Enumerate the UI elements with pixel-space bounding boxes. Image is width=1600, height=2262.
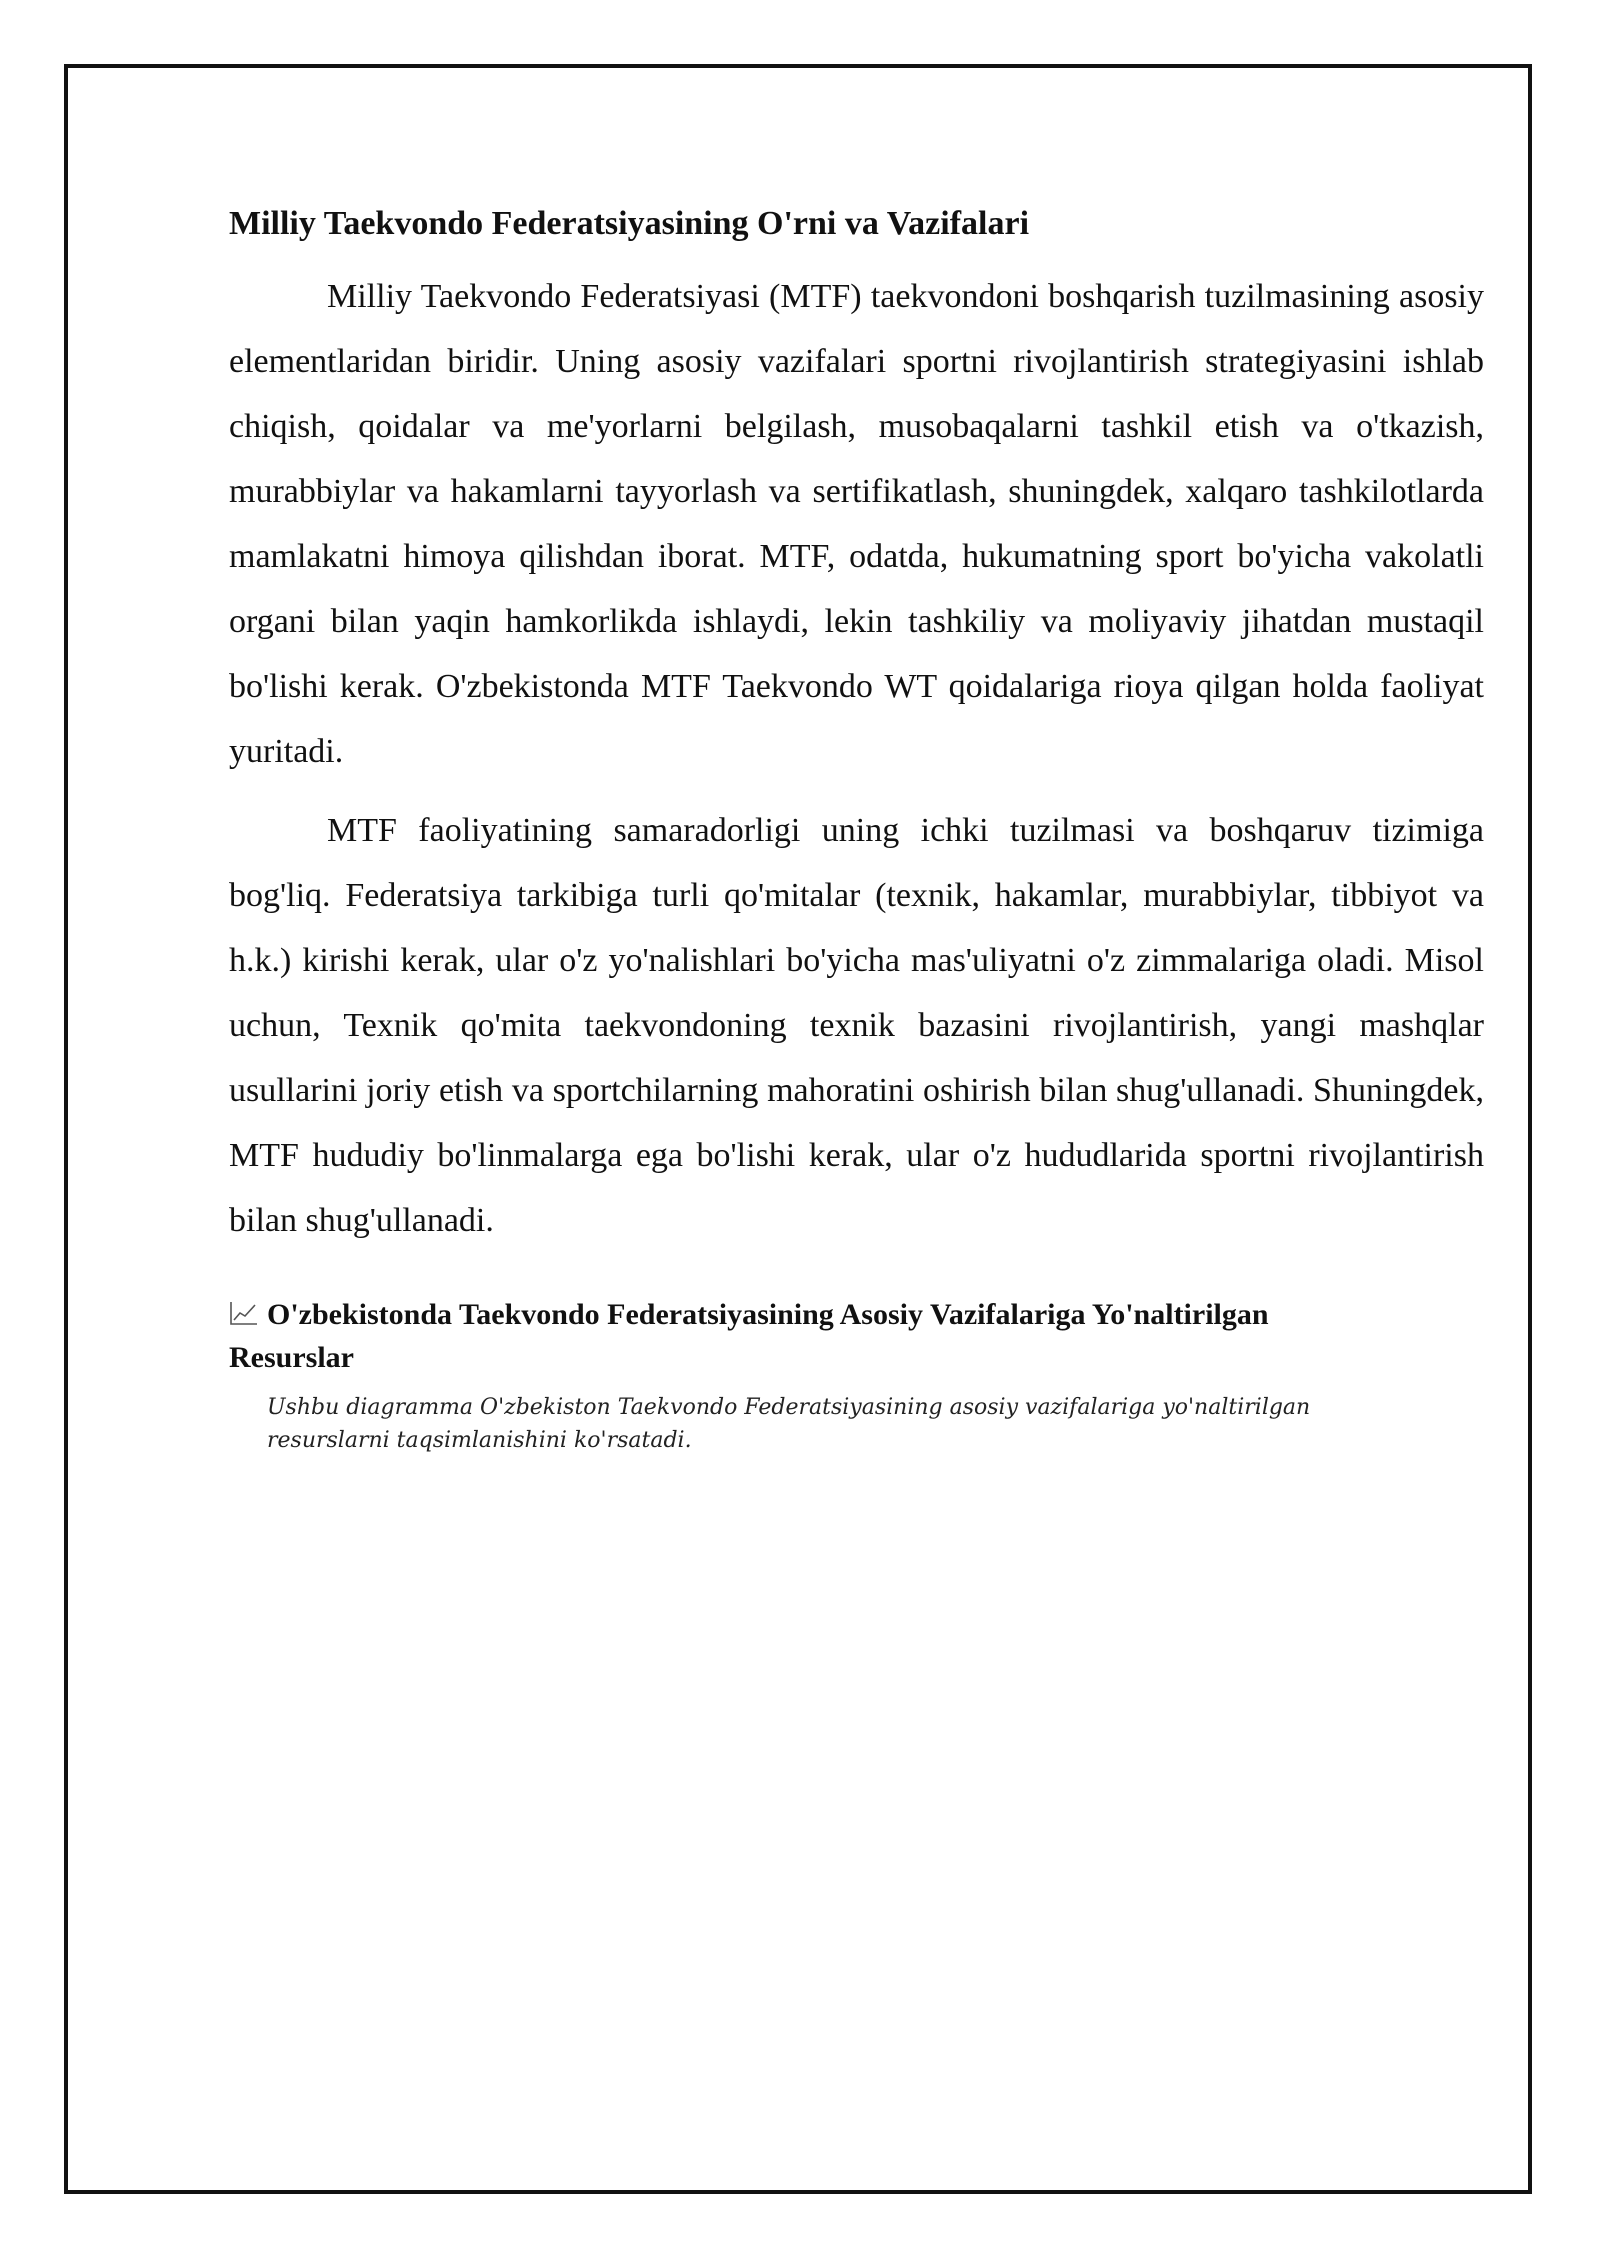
figure-caption: Ushbu diagramma O'zbekiston Taekvondo Federatsiyasining asosiy vazifalariga yo'naltirilgan resurslarni taqsimlanishini ko'rsatadi. [267,1395,1311,1453]
paragraph-2: MTF faoliyatining samaradorligi uning ichki tuzilmasi va boshqaruv tizimiga bog'liq. Federatsiya tarkibiga turli qo'mitalar (texnik, hakamlar, murabbiylar, tibbiyot va h.k.) kirishi kerak, ular o'z yo'nalishlari bo'yicha mas'uliyatni o'z zimmalariga oladi. Misol uchun, Texnik qo'mita taekvondoning texnik bazasini rivojlantirish, yangi mashqlar usullarini joriy etish va sportchilarning mahoratini oshirish bilan shug'ullanadi. Shuningdek, MTF hududiy bo'linmalarga ega bo'lishi kerak, ular o'z hududlarida sportni rivojlantirish bilan shug'ullanadi. [229,812,1484,1239]
figure-heading [229,1293,1379,1379]
figure-title-block [229,1293,1379,1379]
document-title: Milliy Taekvondo Federatsiyasining O'rni va Vazifalari [229,205,1030,242]
chart-line-icon [229,1300,259,1326]
paragraph-1: Milliy Taekvondo Federatsiyasi (MTF) taekvondoni boshqarish tuzilmasining asosiy elementlaridan biridir. Uning asosiy vazifalari sportni rivojlantirish strategiyasini ishlab chiqish, qoidalar va me'yorlarni belgilash, musobaqalarni tashkil etish va o'tkazish, murabbiylar va hakamlarni tayyorlash va sertifikatlash, shuningdek, xalqaro tashkilotlarda mamlakatni himoya qilishdan iborat. MTF, odatda, hukumatning sport bo'yicha vakolatli organi bilan yaqin hamkorlikda ishlaydi, lekin tashkiliy va moliyaviy jihatdan mustaqil bo'lishi kerak. O'zbekistonda MTF Taekvondo WT qoidalariga rioya qilgan holda faoliyat yuritadi. [229,278,1484,770]
figure-title: O'zbekistonda Taekvondo Federatsiyasining Asosiy Vazifalariga Yo'naltirilgan Resurslar [229,1298,1269,1374]
document-body [229,196,1484,1457]
